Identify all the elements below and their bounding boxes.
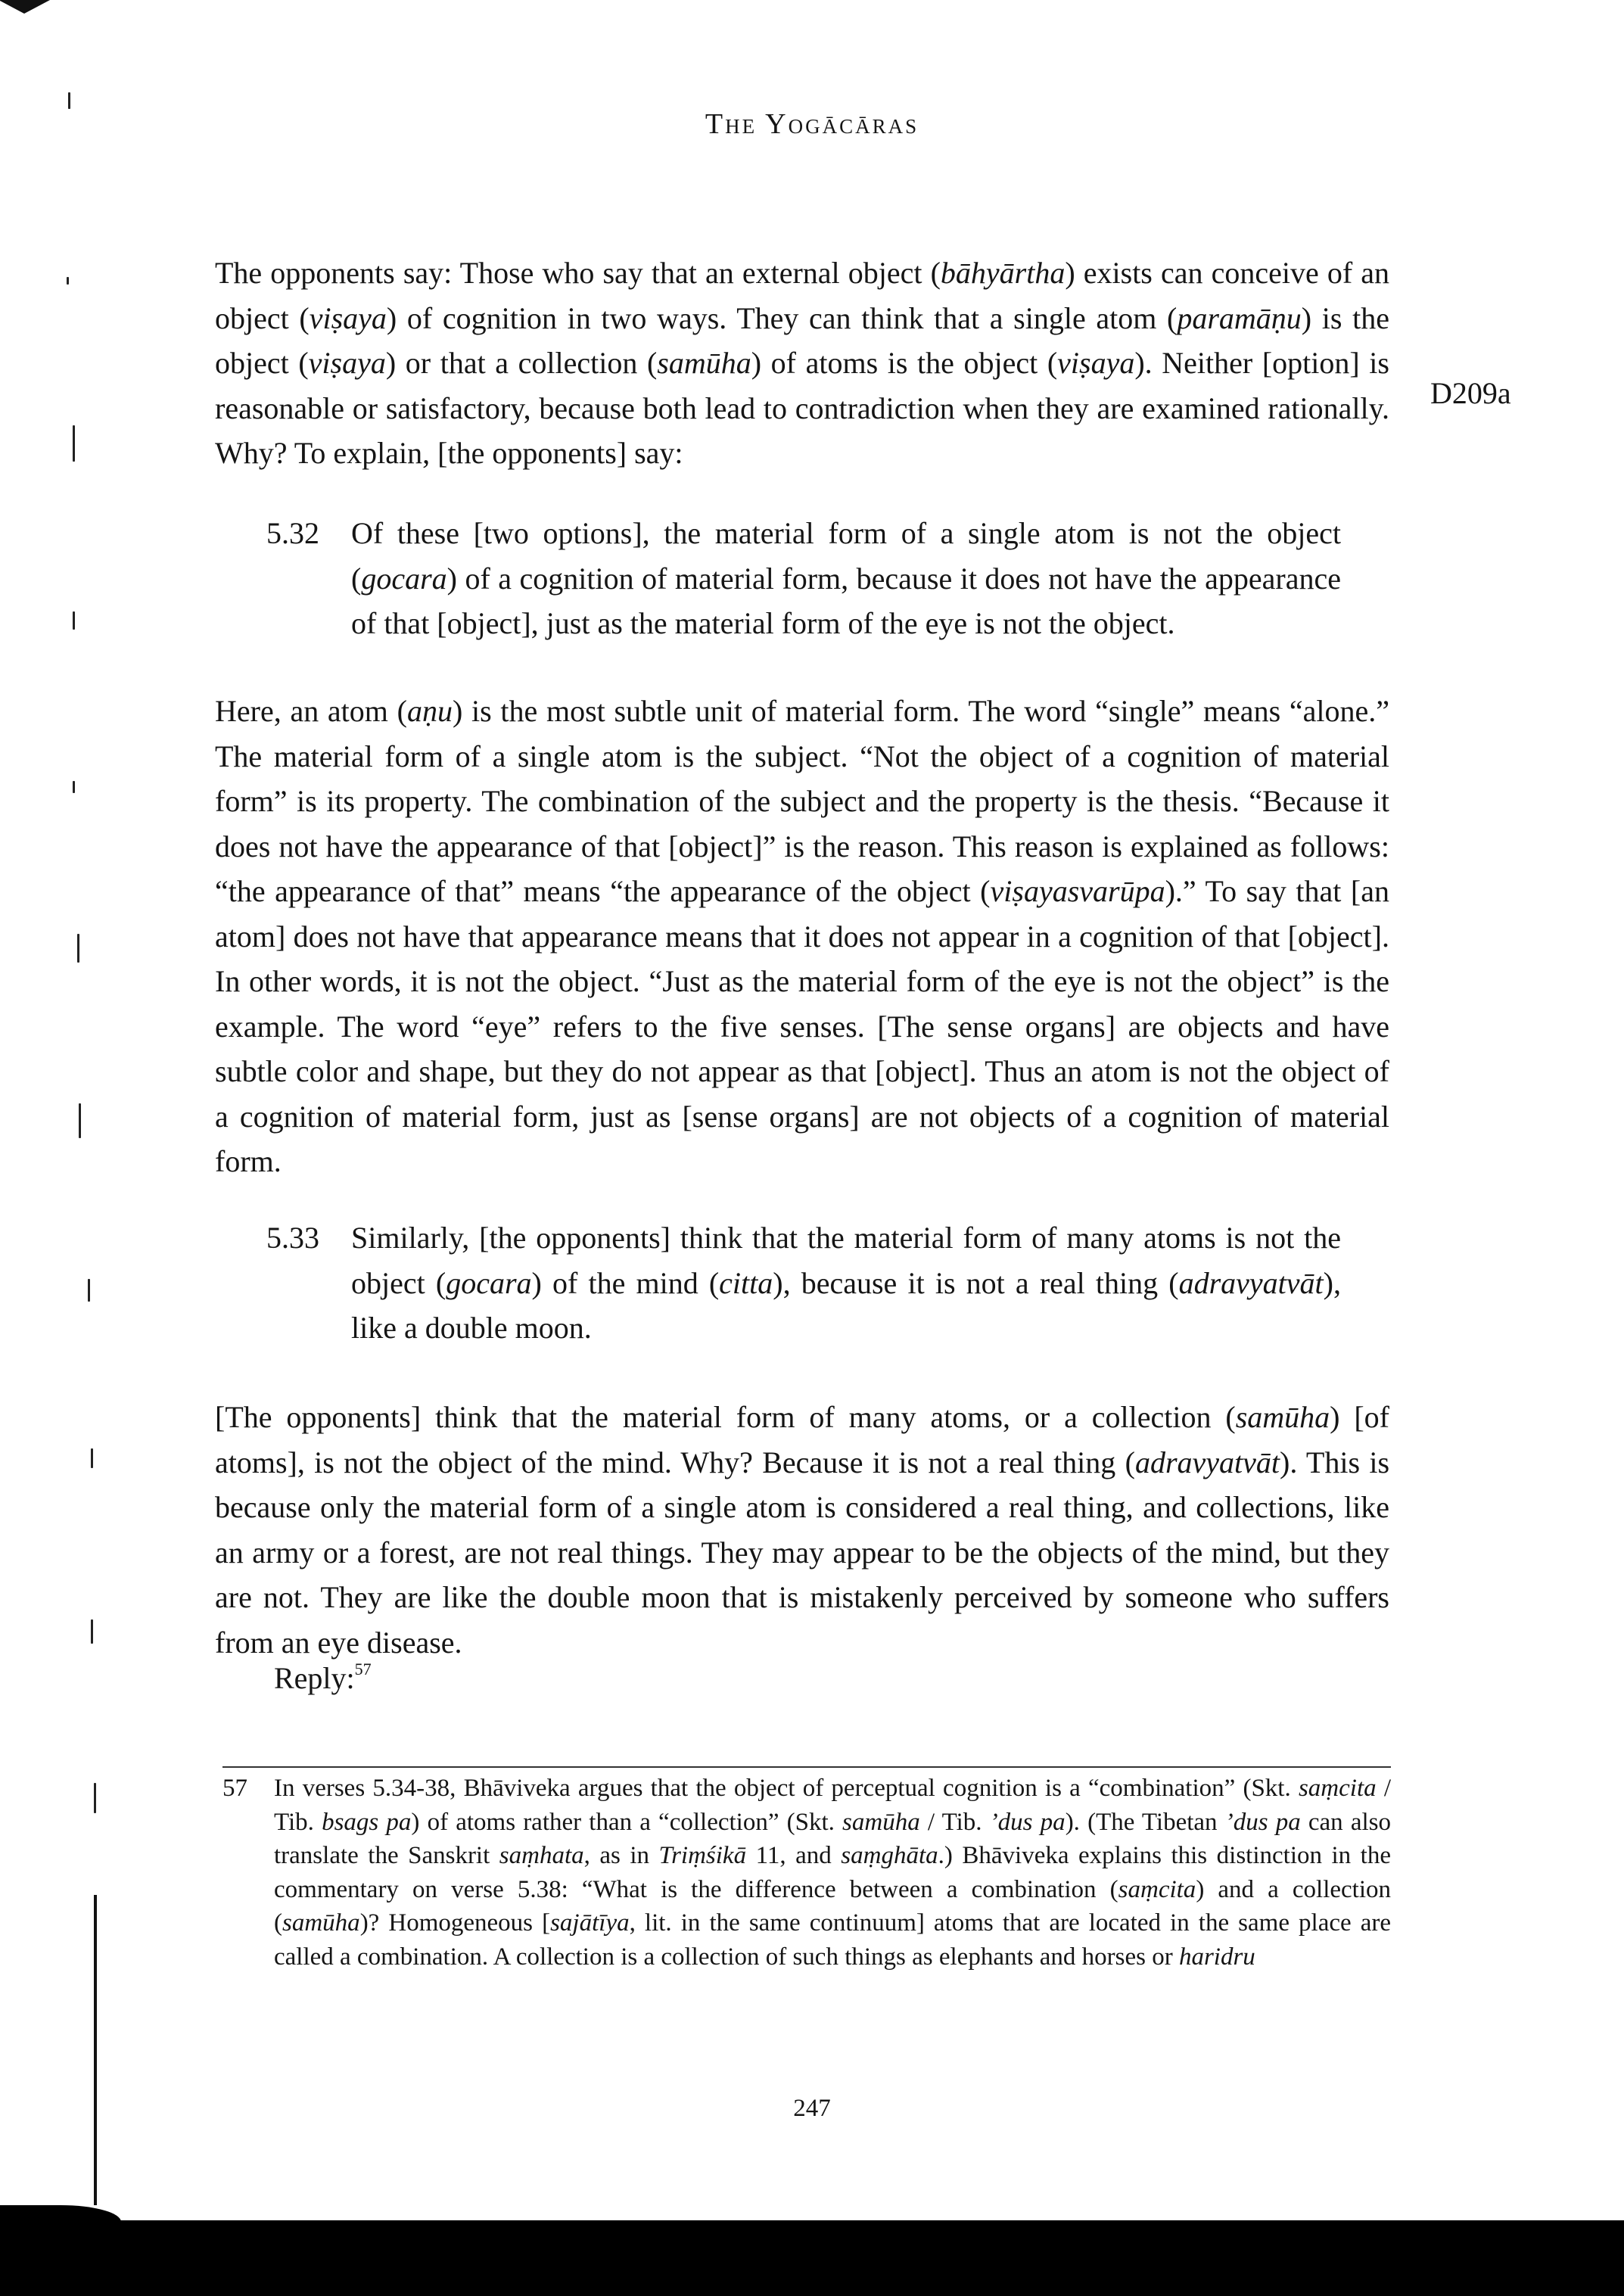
scan-edge-line [94, 1895, 97, 2205]
footnote-rule [222, 1766, 1391, 1768]
verse-5-33 [266, 1215, 1341, 1351]
verse-5-32 [266, 511, 1341, 646]
reply-label: Reply: [274, 1661, 355, 1695]
verse-text: Similarly, [the opponents] think that the material form of many atoms is not the object (gocara) of the mind (citta), because it is not a real thing (adravyatvāt), like a double moon. [351, 1221, 1341, 1345]
paragraph-3: [The opponents] think that the material form of many atoms, or a collection (samūha) [of atoms], is not the object of the mind. Why? Because it is not a real thing (adravyatvāt). This is because only the material form of a single atom is considered a real thing, and collections, like an army or a forest, are not real things. They may appear to be the objects of the mind, but they are not. They are like the double moon that is mistakenly perceived by someone who suffers from an eye disease. [215, 1400, 1390, 1660]
margin-tick [79, 1103, 81, 1138]
paragraph-2: Here, an atom (aṇu) is the most subtle unit of material form. The word “single” means “alone.” The material form of a single atom is the subject. “Not the object of a cognition of material form” is its property. The combination of the subject and the property is the thesis. “Because it does not have the appearance of that [object]” is the reason. This reason is explained as follows: “the appearance of that” means “the appearance of the object (viṣayasvarūpa).” To say that [an atom] does not have that appearance means that it does not appear in a cognition of that [object]. In other words, it is not the object. “Just as the material form of the eye is not the object” is the example. The word “eye” refers to the five senses. [The sense organs] are objects and have subtle color and shape, but they do not appear as that [object]. Thus an atom is not the object of a cognition of material form, just as [sense organs] are not objects of a cognition of material form. [215, 694, 1389, 1178]
margin-tick [91, 1619, 93, 1644]
margin-tick [67, 277, 69, 285]
margin-tick [73, 425, 75, 462]
scan-edge-curve [0, 2205, 121, 2222]
margin-tick [68, 92, 70, 109]
footnote-57 [222, 1772, 1391, 1974]
margin-tick [73, 781, 75, 793]
margin-tick [77, 934, 79, 963]
verse-number: 5.32 [266, 516, 319, 550]
reply-line [274, 1660, 372, 1696]
footnote-reference: 57 [354, 1660, 372, 1678]
scan-corner-mark [0, 0, 50, 14]
margin-tick [91, 1448, 93, 1468]
margin-tick [88, 1279, 90, 1302]
scan-bottom-border [0, 2220, 1624, 2296]
margin-reference: D209a [1430, 376, 1511, 410]
verse-number: 5.33 [266, 1221, 319, 1255]
margin-tick [94, 1783, 96, 1813]
margin-tick [73, 611, 75, 630]
footnote-number: 57 [222, 1775, 247, 1802]
scan-left-edge [0, 1895, 112, 2220]
paragraph-1: The opponents say: Those who say that an external object (bāhyārtha) exists can conceive of an object (viṣaya) of cognition in two ways. They can think that a single atom (paramāṇu) is the object (viṣaya) or that a collection (samūha) of atoms is the object (viṣaya). Neither [option] is reasonable or satisfactory, because both lead to contradiction when they are examined rationally. Why? To explain, [the opponents] say: [215, 256, 1389, 470]
footnote-text: In verses 5.34-38, Bhāviveka argues that the object of perceptual cognition is a “combination” (Skt. saṃcita / Tib. bsags pa) of atoms rather than a “collection” (Skt. samūha / Tib. ’dus pa). (The Tibetan ’dus pa can also translate the Sanskrit saṃhata, as in Triṃśikā 11, and saṃghāta.) Bhāviveka explains this distinction in the commentary on verse 5.38: “What is the difference between a combination (saṃcita) and a collection (samūha)? Homogeneous [sajātīya, lit. in the same continuum] atoms that are located in the same place are called a combination. A collection is a collection of such things as elephants and horses or haridru [274, 1775, 1392, 1971]
running-head: The Yogācāras [705, 108, 919, 140]
verse-text: Of these [two options], the material form of a single atom is not the object (gocara) of a cognition of material form, because it does not have the appearance of that [object], just as the material form of the eye is not the object. [351, 516, 1341, 640]
page-number: 247 [793, 2095, 831, 2122]
